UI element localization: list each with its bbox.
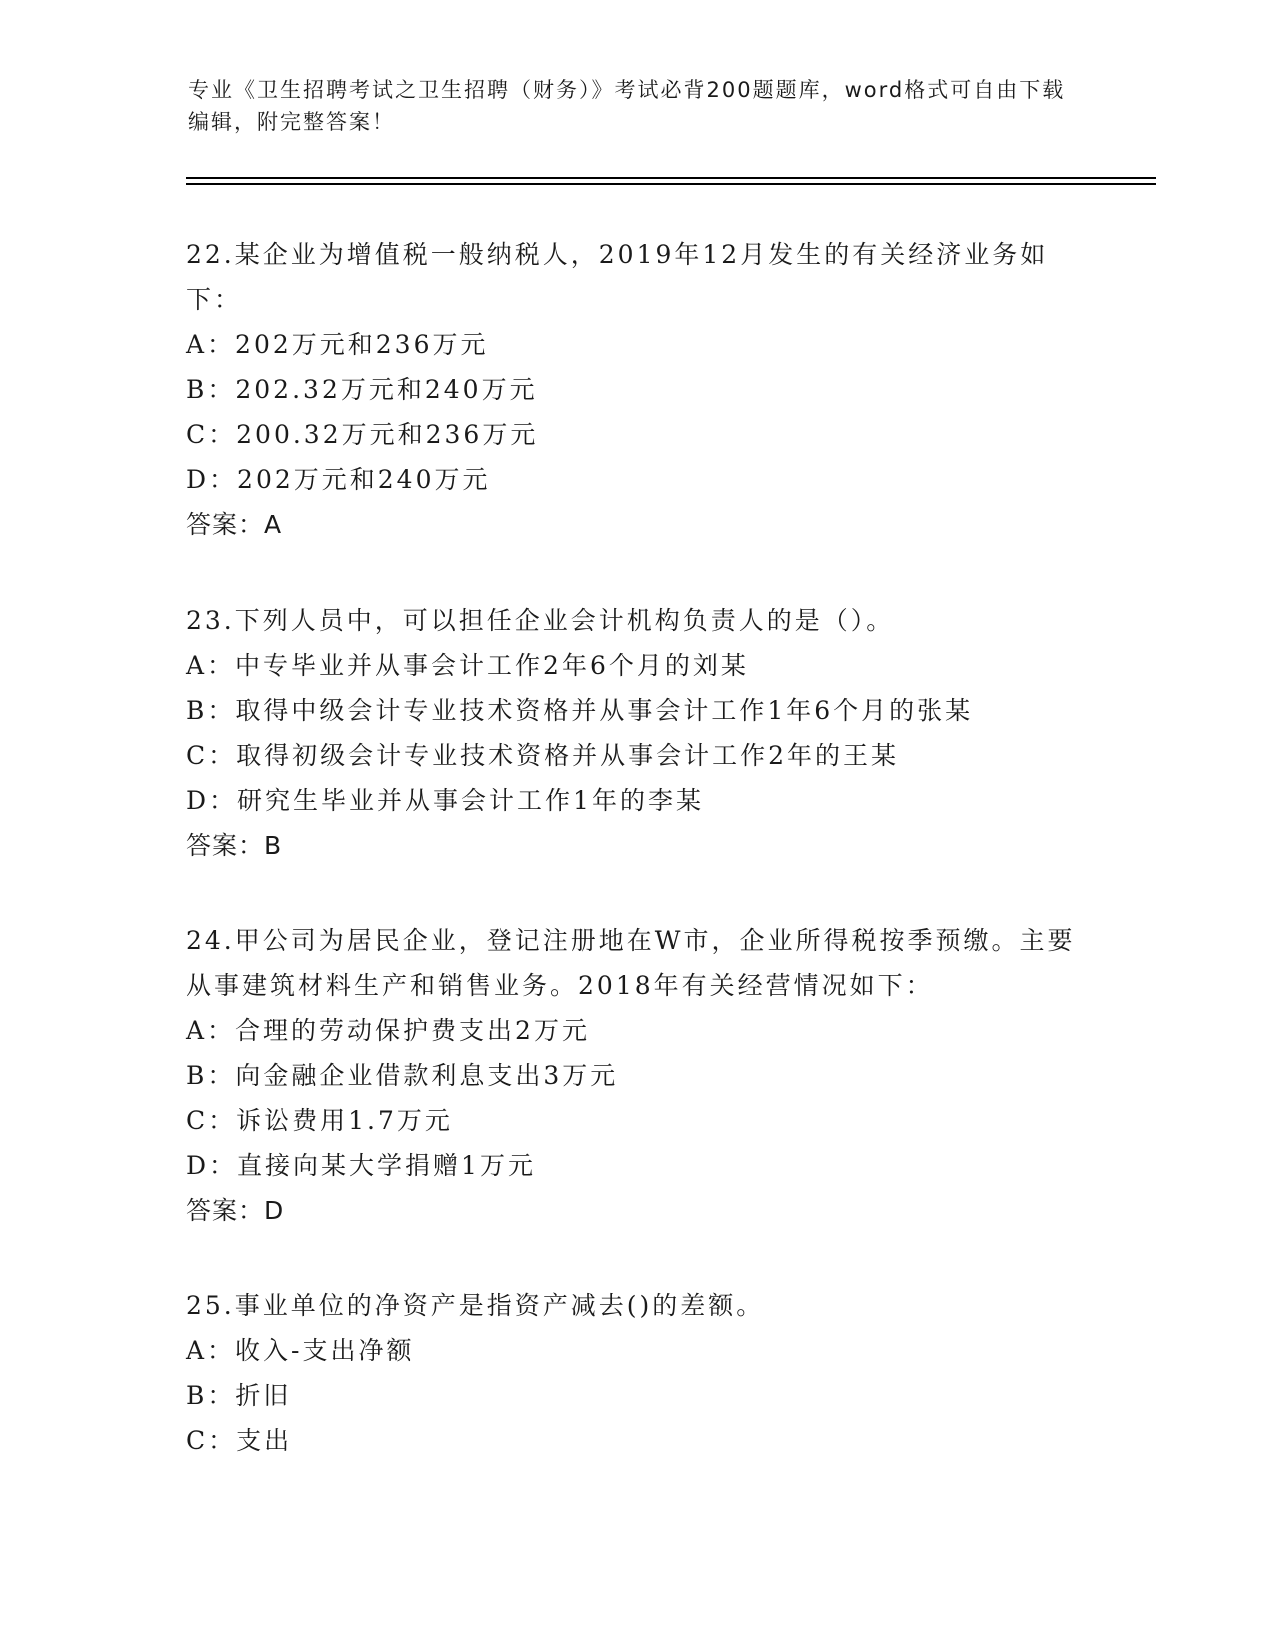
option-a: A：收入-支出净额	[186, 1336, 415, 1365]
option-b: B：折旧	[186, 1381, 292, 1410]
header-divider-top	[186, 177, 1156, 179]
option-b: B：向金融企业借款利息支出3万元	[186, 1061, 619, 1090]
answer: 答案：B	[186, 831, 283, 860]
option-c: C：200.32万元和236万元	[186, 420, 539, 449]
question-stem: 23.下列人员中，可以担任企业会计机构负责人的是（）。	[186, 606, 895, 635]
option-a: A：合理的劳动保护费支出2万元	[186, 1016, 590, 1045]
question-stem: 25.事业单位的净资产是指资产减去()的差额。	[186, 1291, 765, 1320]
option-d: D：直接向某大学捐赠1万元	[186, 1151, 536, 1180]
option-c: C：支出	[186, 1426, 293, 1455]
option-a: A：202万元和236万元	[186, 330, 489, 359]
question-25	[186, 1283, 1086, 1463]
option-b: B：202.32万元和240万元	[186, 375, 538, 404]
question-23	[186, 598, 1086, 868]
question-24	[186, 918, 1086, 1233]
option-c: C：取得初级会计专业技术资格并从事会计工作2年的王某	[186, 741, 900, 770]
option-d: D：202万元和240万元	[186, 465, 491, 494]
question-stem: 24.甲公司为居民企业，登记注册地在W市，企业所得税按季预缴。主要从事建筑材料生产和销售业务。2018年有关经营情况如下：	[186, 926, 1076, 1000]
option-c: C：诉讼费用1.7万元	[186, 1106, 453, 1135]
option-d: D：研究生毕业并从事会计工作1年的李某	[186, 786, 704, 815]
document-header: 专业《卫生招聘考试之卫生招聘（财务）》考试必背200题题库，word格式可自由下载编辑，附完整答案！	[188, 78, 1066, 134]
option-b: B：取得中级会计专业技术资格并从事会计工作1年6个月的张某	[186, 696, 974, 725]
option-a: A：中专毕业并从事会计工作2年6个月的刘某	[186, 651, 749, 680]
answer: 答案：A	[186, 510, 283, 539]
question-stem: 22.某企业为增值税一般纳税人，2019年12月发生的有关经济业务如下：	[186, 240, 1049, 314]
header-divider-bottom	[186, 183, 1156, 185]
question-22	[186, 232, 1086, 547]
answer: 答案：D	[186, 1196, 285, 1225]
